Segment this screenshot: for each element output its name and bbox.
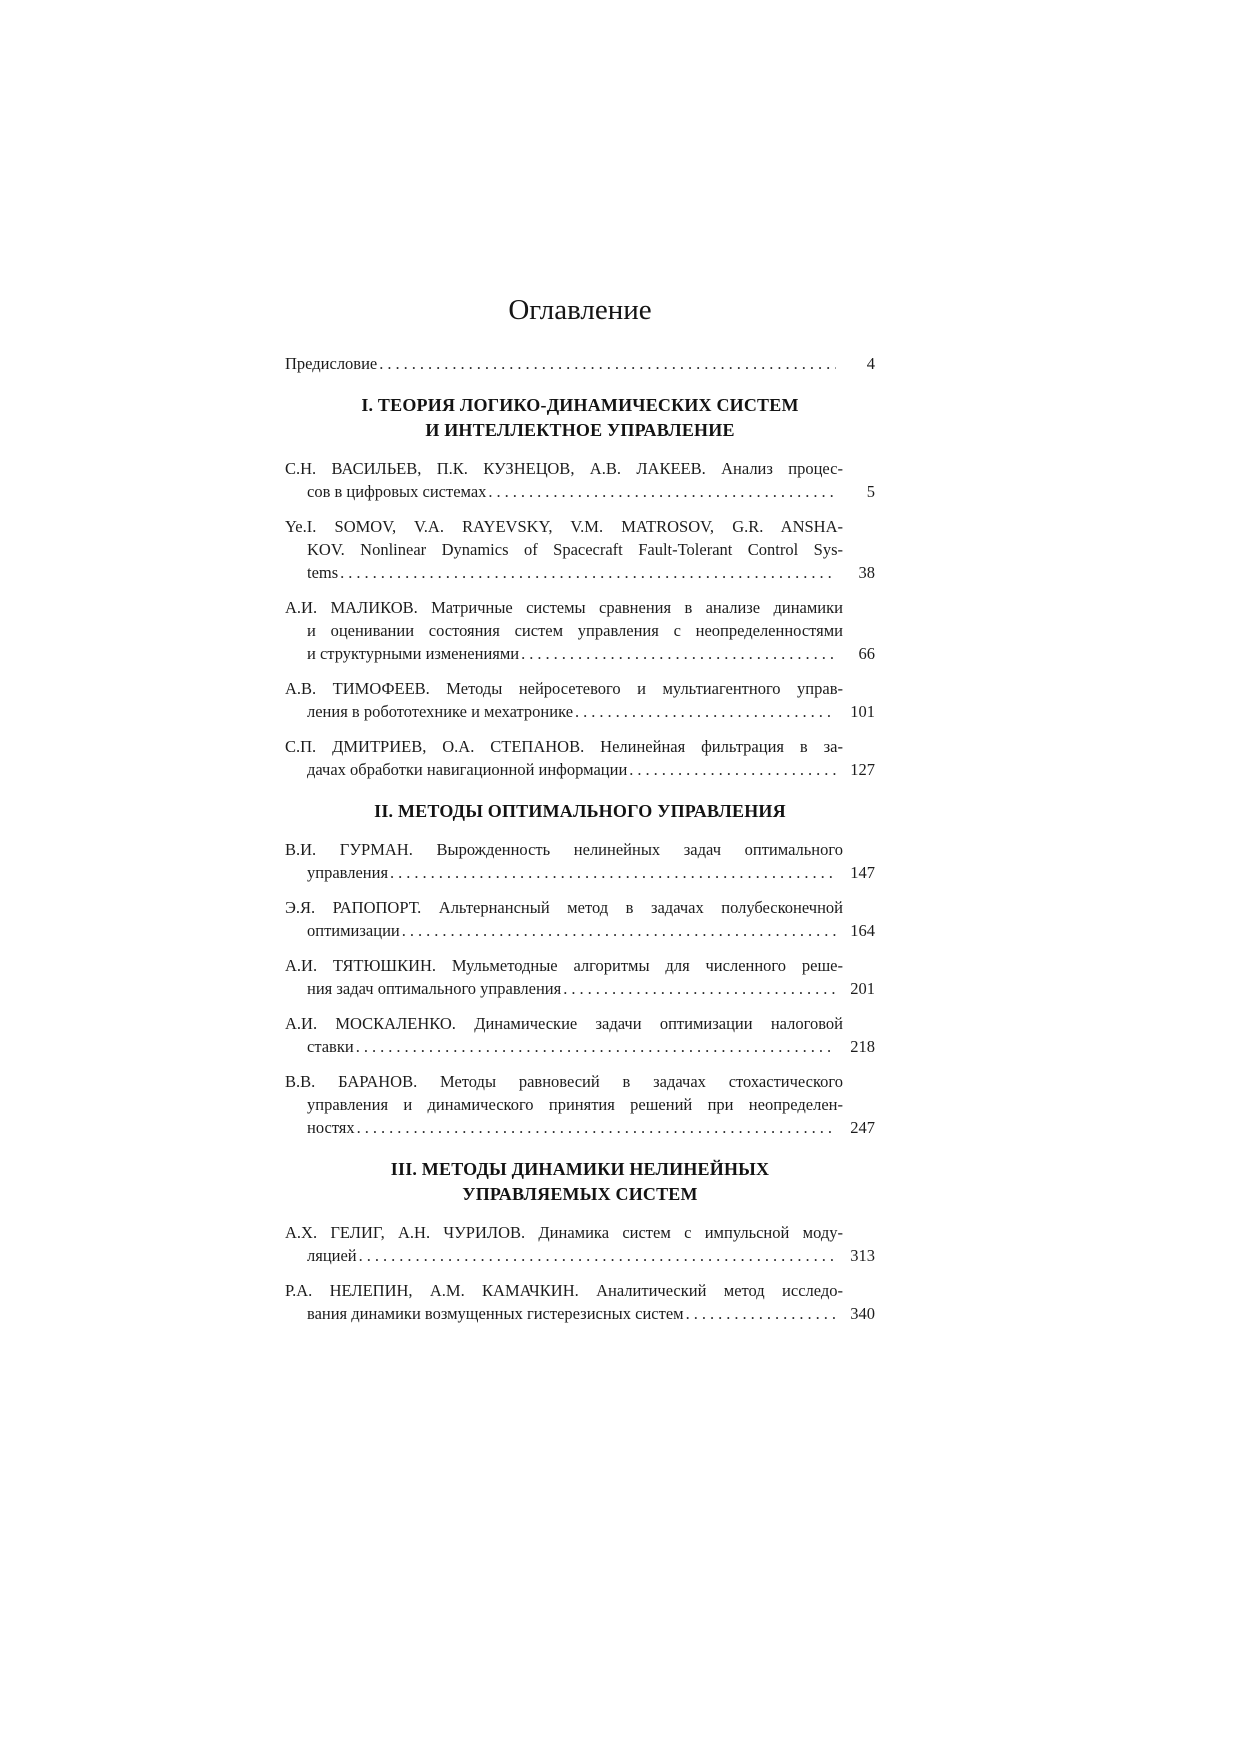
page-title: Оглавление <box>508 294 652 326</box>
entry-text: ставки <box>307 1037 354 1056</box>
entry-line: В.В. БАРАНОВ. Методы равновесий в задачах стохастического <box>285 1072 843 1091</box>
entry-line: управления и динамического принятия решений при неопределен- <box>307 1095 843 1114</box>
toc-entry-preface <box>285 352 875 375</box>
toc-entry <box>285 677 875 723</box>
entry-line: и оценивании состояния систем управления с неопределенностями <box>307 621 843 640</box>
toc-entry <box>285 596 875 665</box>
dot-leader <box>379 352 836 375</box>
entry-text: дачах обработки навигационной информации <box>307 760 628 779</box>
dot-leader <box>488 480 836 503</box>
toc-entry <box>285 1221 875 1267</box>
page-number: 147 <box>850 863 875 882</box>
toc-entry <box>285 896 875 942</box>
page-number: 4 <box>866 354 875 373</box>
entry-last-line <box>285 758 875 781</box>
page-number: 101 <box>850 702 875 721</box>
page-number: 66 <box>858 644 875 663</box>
entry-last-line <box>285 1302 875 1325</box>
entry-line: А.И. МОСКАЛЕНКО. Динамические задачи оптимизации налоговой <box>285 1014 843 1033</box>
entry-last-line <box>285 700 875 723</box>
entry-line: С.Н. ВАСИЛЬЕВ, П.К. КУЗНЕЦОВ, А.В. ЛАКЕЕВ. Анализ процес- <box>285 459 843 478</box>
page-number: 340 <box>850 1304 875 1323</box>
entry-line: Р.А. НЕЛЕПИН, А.М. КАМАЧКИН. Аналитический метод исследо- <box>285 1281 843 1300</box>
entry-last-line <box>285 352 875 375</box>
toc-content <box>285 292 875 1325</box>
entry-line: А.И. МАЛИКОВ. Матричные системы сравнения в анализе динамики <box>285 598 843 617</box>
entry-text: оптимизации <box>307 921 400 940</box>
entry-line: Э.Я. РАПОПОРТ. Альтернансный метод в задачах полубесконечной <box>285 898 843 917</box>
page-number: 5 <box>866 482 875 501</box>
toc-entry <box>285 838 875 884</box>
entry-line: В.И. ГУРМАН. Вырожденность нелинейных задач оптимального <box>285 840 843 859</box>
entry-text: ляцией <box>307 1246 357 1265</box>
section-heading-1 <box>285 393 875 443</box>
entry-text: tems <box>307 563 339 582</box>
entry-last-line <box>285 1035 875 1058</box>
entry-last-line <box>285 977 875 1000</box>
entry-line: А.В. ТИМОФЕЕВ. Методы нейросетевого и мультиагентного управ- <box>285 679 843 698</box>
heading-line: I. ТЕОРИЯ ЛОГИКО-ДИНАМИЧЕСКИХ СИСТЕМ <box>361 395 799 415</box>
dot-leader <box>340 561 836 584</box>
toc-entry <box>285 515 875 584</box>
entry-text: Предисловие <box>285 354 378 373</box>
toc-entry <box>285 1070 875 1139</box>
entry-line: А.И. ТЯТЮШКИН. Мульметодные алгоритмы для численного реше- <box>285 956 843 975</box>
entry-text: ния задач оптимального управления <box>307 979 562 998</box>
page-number: 218 <box>850 1037 875 1056</box>
entry-line: Ye.I. SOMOV, V.A. RAYEVSKY, V.M. MATROSOV, G.R. ANSHA- <box>285 517 843 536</box>
toc-entry <box>285 735 875 781</box>
dot-leader <box>356 1035 836 1058</box>
heading-line: III. МЕТОДЫ ДИНАМИКИ НЕЛИНЕЙНЫХ <box>390 1159 770 1179</box>
dot-leader <box>390 861 836 884</box>
page-number: 201 <box>850 979 875 998</box>
dot-leader <box>359 1244 836 1267</box>
section-heading-3 <box>285 1157 875 1207</box>
page-number: 127 <box>850 760 875 779</box>
dot-leader <box>575 700 836 723</box>
toc-entry <box>285 954 875 1000</box>
page-number: 247 <box>850 1118 875 1137</box>
entry-text: сов в цифровых системах <box>307 482 487 501</box>
dot-leader <box>629 758 836 781</box>
entry-text: ностях <box>307 1118 355 1137</box>
page-number: 164 <box>850 921 875 940</box>
toc-entry <box>285 1012 875 1058</box>
entry-line: KOV. Nonlinear Dynamics of Spacecraft Fault-Tolerant Control Sys- <box>307 540 843 559</box>
entry-last-line <box>285 861 875 884</box>
toc-entry <box>285 1279 875 1325</box>
dot-leader <box>563 977 836 1000</box>
entry-last-line <box>285 1116 875 1139</box>
section-heading-2 <box>285 799 875 824</box>
page-number: 313 <box>850 1246 875 1265</box>
heading-line: УПРАВЛЯЕМЫХ СИСТЕМ <box>462 1184 698 1204</box>
entry-line: С.П. ДМИТРИЕВ, О.А. СТЕПАНОВ. Нелинейная фильтрация в за- <box>285 737 843 756</box>
heading-line: II. МЕТОДЫ ОПТИМАЛЬНОГО УПРАВЛЕНИЯ <box>374 801 786 821</box>
entry-text: вания динамики возмущенных гистерезисных систем <box>307 1304 684 1323</box>
entry-text: ления в робототехнике и мехатронике <box>307 702 574 721</box>
dot-leader <box>357 1116 836 1139</box>
entry-line: А.Х. ГЕЛИГ, А.Н. ЧУРИЛОВ. Динамика систем с импульсной моду- <box>285 1223 843 1242</box>
entry-last-line <box>285 561 875 584</box>
dot-leader <box>402 919 836 942</box>
entry-text: управления <box>307 863 389 882</box>
dot-leader <box>521 642 836 665</box>
heading-line: И ИНТЕЛЛЕКТНОЕ УПРАВЛЕНИЕ <box>425 420 735 440</box>
entry-last-line <box>285 480 875 503</box>
entry-last-line <box>285 642 875 665</box>
entry-text: и структурными изменениями <box>307 644 520 663</box>
page-number: 38 <box>858 563 875 582</box>
dot-leader <box>686 1302 836 1325</box>
toc-entry <box>285 457 875 503</box>
entry-last-line <box>285 1244 875 1267</box>
entry-last-line <box>285 919 875 942</box>
